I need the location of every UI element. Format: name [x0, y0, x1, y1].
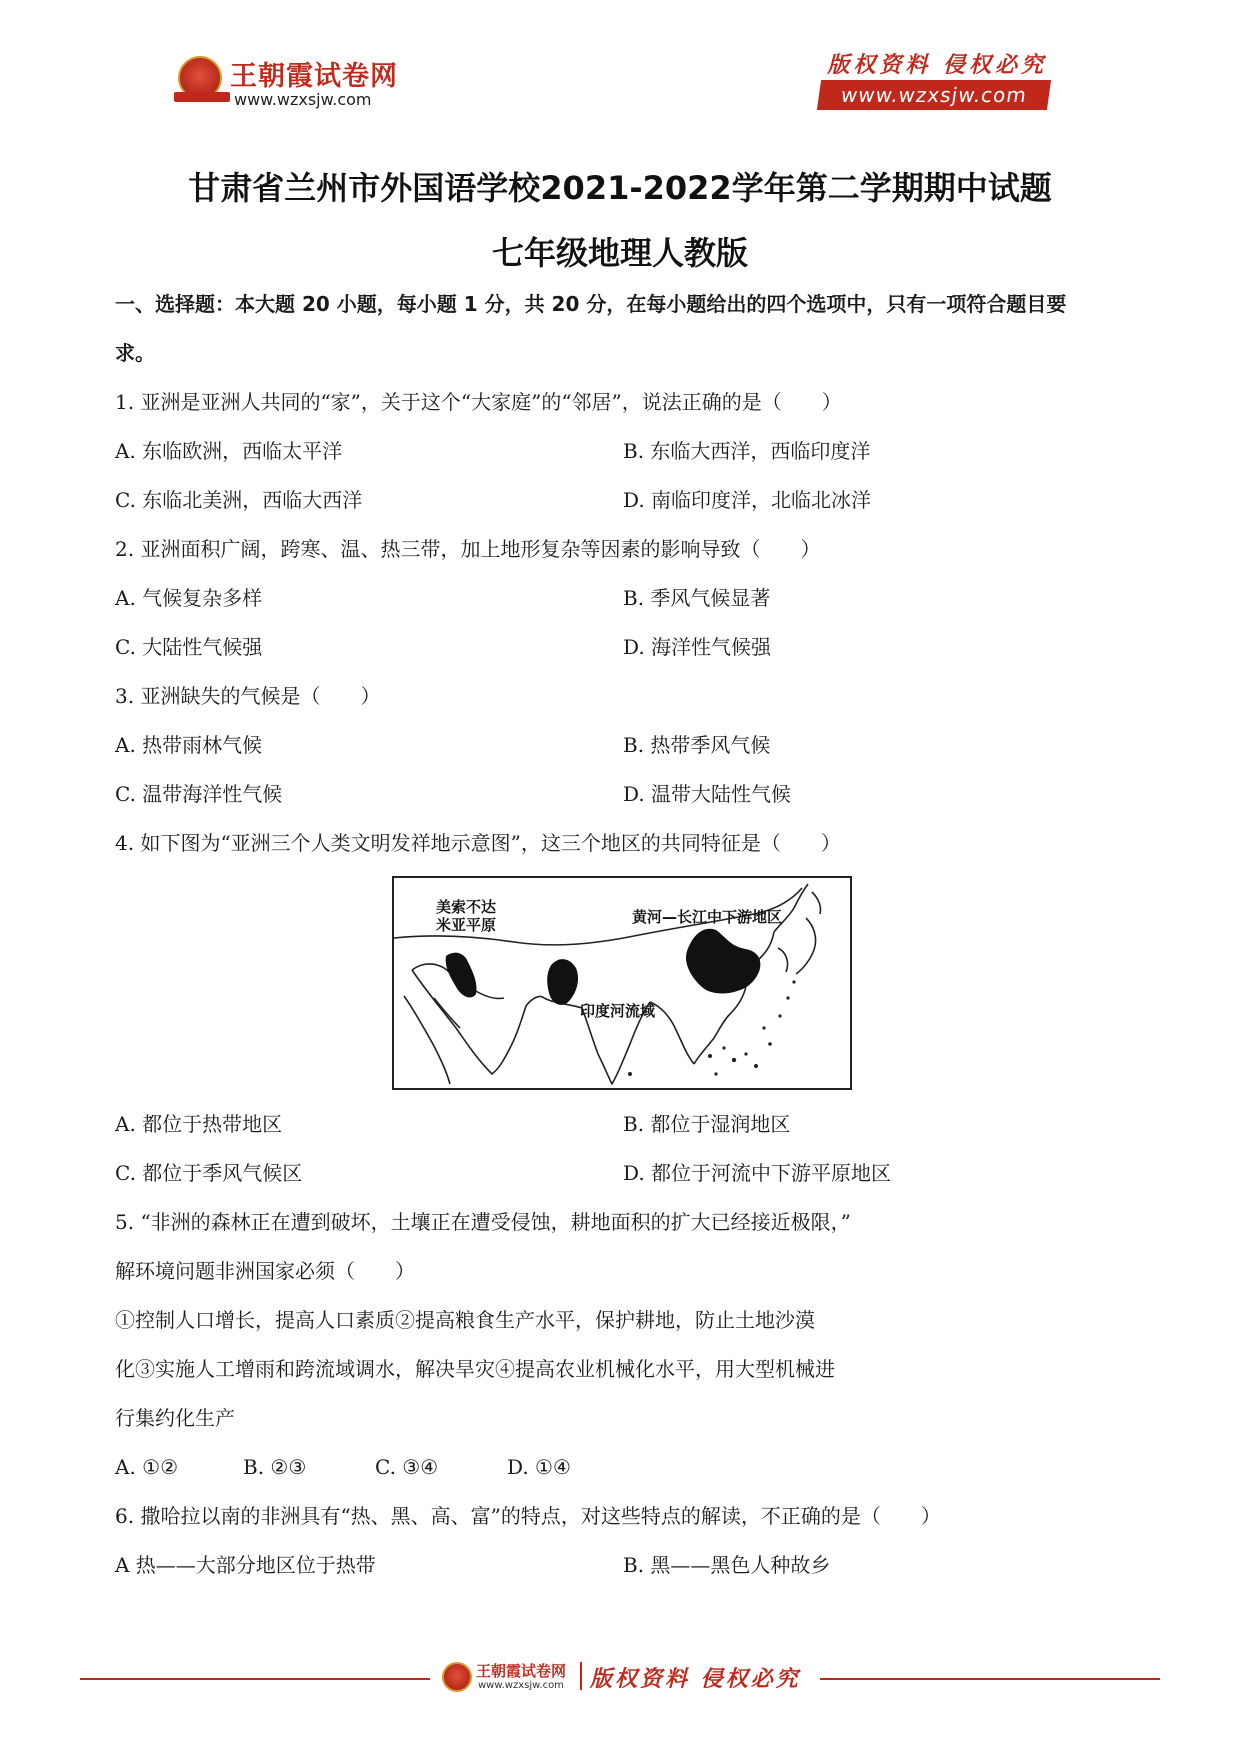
question-2-option-d: D. 海洋性气候强 — [623, 635, 772, 659]
question-4-stem: 4. 如下图为“亚洲三个人类文明发祥地示意图”，这三个地区的共同特征是（ ） — [115, 831, 841, 855]
map-label-mesopotamia-2: 米亚平原 — [436, 916, 497, 934]
question-1-option-b: B. 东临大西洋，西临印度洋 — [623, 439, 871, 463]
question-1-stem: 1. 亚洲是亚洲人共同的“家”，关于这个“大家庭”的“邻居”，说法正确的是（ ） — [115, 390, 842, 414]
question-2-stem: 2. 亚洲面积广阔，跨寒、温、热三带，加上地形复杂等因素的影响导致（ ） — [115, 537, 821, 561]
question-5-statement: ①控制人口增长，提高人口素质②提高粮食生产水平，保护耕地，防止土地沙漠 — [115, 1308, 815, 1332]
question-1-option-d: D. 南临印度洋，北临北冰洋 — [623, 488, 872, 512]
question-4-option-b: B. 都位于湿润地区 — [623, 1112, 791, 1136]
footer-divider-right — [820, 1678, 1160, 1680]
question-5-option-b: B. ②③ — [243, 1455, 307, 1479]
civilization-map — [392, 876, 852, 1090]
brand-url: www.wzxsjw.com — [234, 90, 372, 109]
page-subtitle: 七年级地理人教版 — [491, 234, 748, 272]
site-logo — [178, 52, 398, 112]
question-2-option-b: B. 季风气候显著 — [623, 586, 771, 610]
question-5-stem-cont: 解环境问题非洲国家必须（ ） — [115, 1259, 415, 1283]
map-label-indus: 印度河流域 — [580, 1002, 656, 1020]
question-3-stem: 3. 亚洲缺失的气候是（ ） — [115, 684, 381, 708]
question-3-option-d: D. 温带大陆性气候 — [623, 782, 792, 806]
question-4-option-d: D. 都位于河流中下游平原地区 — [623, 1161, 892, 1185]
map-label-yellow-yangtze: 黄河—长江中下游地区 — [632, 908, 783, 926]
copyright-text: 版权资料 侵权必究 — [827, 52, 1047, 78]
question-3-option-a: A. 热带雨林气候 — [115, 733, 263, 757]
page-title: 甘肃省兰州市外国语学校2021-2022学年第二学期期中试题 — [188, 169, 1052, 207]
footer-separator — [580, 1662, 582, 1690]
section-heading: 一、选择题：本大题 20 小题，每小题 1 分，共 20 分，在每小题给出的四个选项中，只有一项符合题目要 — [115, 292, 1067, 316]
question-3-option-b: B. 热带季风气候 — [623, 733, 771, 757]
footer-url: www.wzxsjw.com — [478, 1680, 564, 1691]
question-6-stem: 6. 撒哈拉以南的非洲具有“热、黑、高、富”的特点，对这些特点的解读，不正确的是（ ） — [115, 1504, 941, 1528]
question-4-option-c: C. 都位于季风气候区 — [115, 1161, 303, 1185]
footer-copyright: 版权资料 侵权必究 — [590, 1666, 801, 1692]
url-badge: www.wzxsjw.com — [817, 80, 1051, 110]
question-2-option-c: C. 大陆性气候强 — [115, 635, 263, 659]
question-5-option-a: A. ①② — [115, 1455, 179, 1479]
question-5-statement-end: 行集约化生产 — [115, 1406, 235, 1430]
question-5-statement-cont: 化③实施人工增雨和跨流域调水，解决旱灾④提高农业机械化水平，用大型机械进 — [115, 1357, 835, 1381]
ribbon-icon — [174, 92, 230, 102]
footer-divider-left — [80, 1678, 430, 1680]
question-5-stem: 5. “非洲的森林正在遭到破坏，土壤正在遭受侵蚀，耕地面积的扩大已经接近极限，” — [115, 1210, 851, 1234]
question-3-option-c: C. 温带海洋性气候 — [115, 782, 283, 806]
question-4-option-a: A. 都位于热带地区 — [115, 1112, 283, 1136]
brand-name: 王朝霞试卷网 — [230, 61, 398, 92]
question-2-option-a: A. 气候复杂多样 — [115, 586, 263, 610]
question-5-option-c: C. ③④ — [375, 1455, 439, 1479]
question-1-option-a: A. 东临欧洲，西临太平洋 — [115, 439, 343, 463]
header-copyright — [815, 48, 1055, 110]
footer-seal-icon — [442, 1662, 472, 1692]
question-5-option-d: D. ①④ — [507, 1455, 571, 1479]
question-6-option-a: A 热——大部分地区位于热带 — [115, 1553, 376, 1577]
footer-brand: 王朝霞试卷网 — [476, 1662, 567, 1680]
question-6-option-b: B. 黑——黑色人种故乡 — [623, 1553, 831, 1577]
page-footer — [80, 1660, 1160, 1700]
map-label-mesopotamia-1: 美索不达 — [436, 898, 497, 916]
section-heading-cont: 求。 — [115, 341, 155, 365]
question-1-option-c: C. 东临北美洲，西临大西洋 — [115, 488, 363, 512]
